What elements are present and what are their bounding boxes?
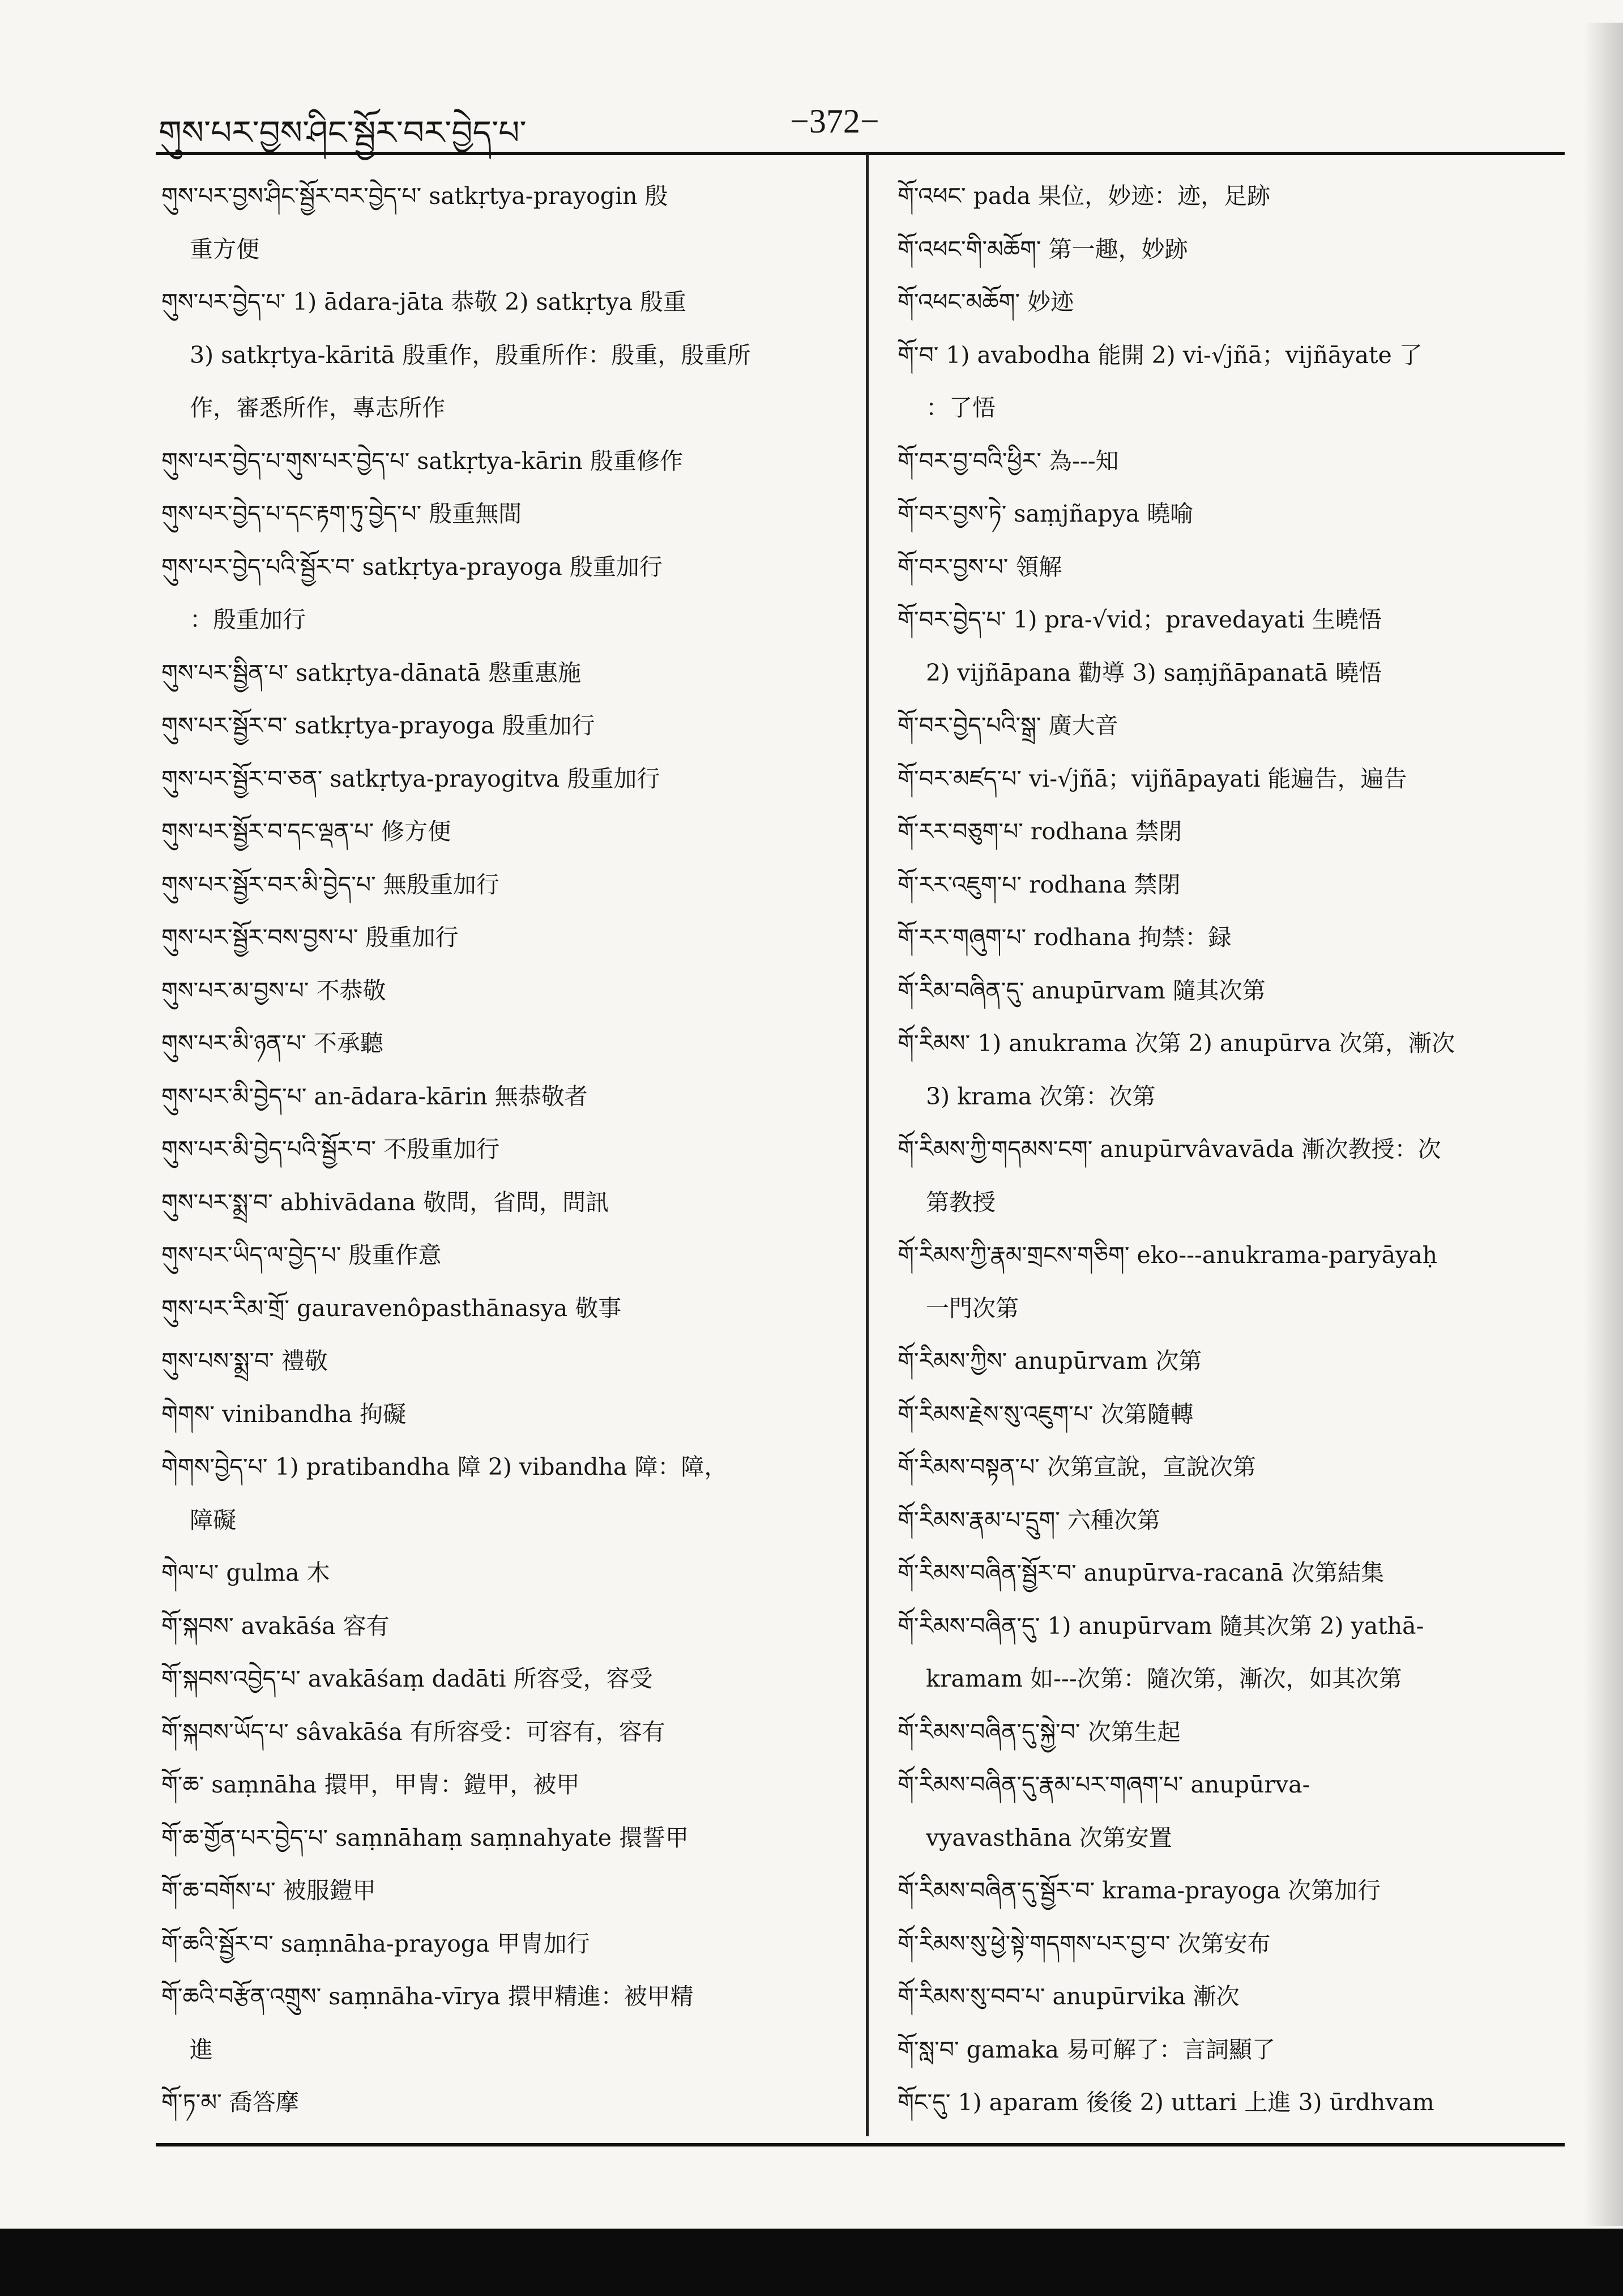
- entry-continuation-line: 進: [190, 2035, 213, 2063]
- entry-continuation-line: 重方便: [190, 235, 259, 263]
- entry-continuation-line: vyavasthāna 次第安置: [926, 1824, 1172, 1851]
- dictionary-entry-line: གུས་པར་སྨྲ་བ་ abhivādana 敬問，省問，問訊: [161, 1188, 609, 1216]
- dictionary-entry-line: གོ་རིམས་ཀྱི་གདམས་ངག་ anupūrvâvavāda 漸次教授：次: [898, 1136, 1441, 1163]
- dictionary-entry-line: གོ་རར་བཅུག་པ་ rodhana 禁閉: [898, 818, 1182, 845]
- dictionary-entry-line: གོ་སླ་བ་ gamaka 易可解了：言詞顯了: [898, 2035, 1276, 2063]
- entry-continuation-line: 3) krama 次第：次第: [926, 1082, 1156, 1110]
- dictionary-entry-line: གོ་རིམས་བཞིན་དུ་སྦྱོར་བ་ krama-prayoga 次第加行: [898, 1877, 1381, 1904]
- dictionary-entry-line: གོ་རིམས་བསྟན་པ་ 次第宣說，宣說次第: [898, 1453, 1256, 1480]
- dictionary-entry-line: གུས་པར་མི་བྱེད་པ་ an-ādara-kārin 無恭敬者: [161, 1082, 588, 1110]
- page-edge-shadow: [1583, 23, 1623, 2226]
- dictionary-entry-line: གུས་པར་བྱས་ཤིང་སྦྱོར་བར་བྱེད་པ་ satkṛtya-prayogin 殷: [161, 182, 668, 210]
- dictionary-entry-line: གོ་རར་འཇུག་པ་ rodhana 禁閉: [898, 870, 1181, 898]
- entry-continuation-line: 第教授: [926, 1188, 996, 1216]
- header-rule: [156, 152, 1565, 155]
- dictionary-entry-line: གོ་ཏ་མ་ 喬答摩: [161, 2089, 299, 2116]
- dictionary-entry-line: གུས་པར་སྦྱོར་བས་བྱས་པ་ 殷重加行: [161, 924, 459, 951]
- entry-continuation-line: 障礙: [190, 1506, 236, 1534]
- dictionary-entry-line: གོ་སྐབས་ཡོད་པ་ sâvakāśa 有所容受：可容有，容有: [161, 1718, 665, 1746]
- dictionary-entry-line: གོ་ཆའི་བརྩོན་འགྲུས་ saṃnāha-vīrya 擐甲精進：被甲精: [161, 1983, 694, 2010]
- dictionary-entry-line: གུས་པར་མི་བྱེད་པའི་སྦྱོར་བ་ 不殷重加行: [161, 1136, 500, 1163]
- dictionary-entry-line: གོ་རར་གཞུག་པ་ rodhana 拘禁：録: [898, 924, 1232, 951]
- dictionary-entry-line: གུས་པར་སྦྱོར་བ་དང་ལྡན་པ་ 修方便: [161, 818, 451, 845]
- page-number: −372−: [790, 103, 879, 140]
- dictionary-entry-line: གུས་པར་བྱེད་པ་ 1) ādara-jāta 恭敬 2) satkṛtya 殷重: [161, 288, 687, 315]
- entry-continuation-line: ：了悟: [926, 394, 996, 421]
- entry-continuation-line: ：殷重加行: [190, 606, 306, 633]
- entry-continuation-line: 2) vijñāpana 勸導 3) saṃjñāpanatā 曉悟: [926, 659, 1382, 686]
- dictionary-entry-line: གུས་པར་སྦྱོར་བར་མི་བྱེད་པ་ 無殷重加行: [161, 870, 499, 898]
- running-header: གུས་པར་བྱས་ཤིང་སྦྱོར་བར་བྱེད་པ་: [159, 113, 527, 152]
- dictionary-entry-line: གོ་ཆ་བགོས་པ་ 被服鎧甲: [161, 1877, 376, 1904]
- dictionary-entry-line: གོ་སྐབས་ avakāśa 容有: [161, 1612, 390, 1640]
- dictionary-entry-line: གོ་རིམས་བཞིན་སྦྱོར་བ་ anupūrva-racanā 次第結集: [898, 1559, 1385, 1586]
- dictionary-entry-line: གོ་བར་བྱས་པ་ 領解: [898, 553, 1062, 581]
- dictionary-entry-line: གོ་འཕང་ pada 果位，妙迹：迹，足跡: [898, 182, 1271, 210]
- dictionary-entry-line: གོང་དུ་ 1) aparam 後後 2) uttari 上進 3) ūrdhvam: [898, 2089, 1434, 2116]
- entry-continuation-line: 一門次第: [926, 1294, 1019, 1322]
- dictionary-entry-line: གོ་རིམ་བཞིན་དུ་ anupūrvam 隨其次第: [898, 976, 1266, 1004]
- dictionary-entry-line: གོ་རིམས་སུ་ཕྱེ་སྟེ་གདགས་པར་བྱ་བ་ 次第安布: [898, 1930, 1271, 1957]
- footer-rule: [156, 2143, 1565, 2146]
- entry-continuation-line: 作，審悉所作，專志所作: [190, 394, 445, 421]
- scan-edge-band: [0, 2229, 1623, 2296]
- dictionary-entry-line: གུས་པར་སྦྱིན་པ་ satkṛtya-dānatā 慇重惠施: [161, 659, 581, 686]
- dictionary-entry-line: གོ་རིམས་ 1) anukrama 次第 2) anupūrva 次第，漸次: [898, 1030, 1455, 1057]
- dictionary-entry-line: གུས་པས་སྨྲ་བ་ 禮敬: [161, 1347, 328, 1375]
- dictionary-entry-line: གོ་བར་བྱེད་པ་ 1) pra-√vid；pravedayati 生曉悟: [898, 606, 1382, 633]
- dictionary-entry-line: གུས་པར་སྦྱོར་བ་ཅན་ satkṛtya-prayogitva 殷重加行: [161, 765, 660, 792]
- dictionary-entry-line: གོ་ཆའི་སྦྱོར་བ་ saṃnāha-prayoga 甲冑加行: [161, 1930, 590, 1957]
- dictionary-entry-line: གོ་རིམས་སུ་བབ་པ་ anupūrvika 漸次: [898, 1983, 1240, 2010]
- entry-continuation-line: kramam 如---次第：隨次第，漸次，如其次第: [926, 1665, 1402, 1692]
- dictionary-entry-line: གོ་ཆ་ saṃnāha 擐甲，甲冑：鎧甲，被甲: [161, 1771, 580, 1798]
- dictionary-entry-line: གུས་པར་བྱེད་པའི་སྦྱོར་བ་ satkṛtya-prayoga 殷重加行: [161, 553, 663, 581]
- dictionary-entry-line: གོ་བར་བྱས་ཏེ་ saṃjñapya 曉喻: [898, 500, 1194, 527]
- dictionary-entry-line: གོ་རིམས་ཀྱི་རྣམ་གྲངས་གཅིག་ eko---anukrama-paryāyaḥ: [898, 1241, 1438, 1269]
- entry-continuation-line: 3) satkṛtya-kāritā 殷重作，殷重所作：殷重，殷重所: [190, 341, 751, 369]
- dictionary-entry-line: གོ་རིམས་བཞིན་དུ་སྐྱེ་བ་ 次第生起: [898, 1718, 1181, 1746]
- dictionary-entry-line: གུས་པར་བྱེད་པ་དང་རྟག་ཏུ་བྱེད་པ་ 殷重無間: [161, 500, 522, 527]
- dictionary-entry-line: གེལ་པ་ gulma 木: [161, 1559, 330, 1586]
- left-column: [161, 170, 824, 2129]
- dictionary-entry-line: གུས་པར་མ་བྱས་པ་ 不恭敬: [161, 976, 386, 1004]
- dictionary-entry-line: གེགས་བྱེད་པ་ 1) pratibandha 障 2) vibandha 障：障，: [161, 1453, 728, 1480]
- dictionary-entry-line: གོ་ཆ་གྱོན་པར་བྱེད་པ་ saṃnāhaṃ saṃnahyate 擐誓甲: [161, 1824, 689, 1851]
- dictionary-entry-line: གོ་འཕང་གི་མཆོག་ 第一趣，妙跡: [898, 235, 1188, 263]
- dictionary-entry-line: གོ་བར་བྱ་བའི་ཕྱིར་ 為---知: [898, 447, 1119, 475]
- column-divider: [866, 154, 869, 2136]
- dictionary-entry-line: གོ་རིམས་བཞིན་དུ་རྣམ་པར་གཞག་པ་ anupūrva-: [898, 1771, 1310, 1798]
- dictionary-entry-line: གོ་རིམས་རྗེས་སུ་འཇུག་པ་ 次第隨轉: [898, 1400, 1194, 1428]
- dictionary-entry-line: གོ་བར་བྱེད་པའི་སྒྲ་ 廣大音: [898, 712, 1118, 739]
- dictionary-entry-line: གུས་པར་ཡིད་ལ་བྱེད་པ་ 殷重作意: [161, 1241, 442, 1269]
- dictionary-entry-line: གོ་རིམས་བཞིན་དུ་ 1) anupūrvam 隨其次第 2) yathā-: [898, 1612, 1424, 1640]
- right-column: [898, 170, 1566, 2129]
- dictionary-entry-line: གོ་རིམས་ཀྱིས་ anupūrvam 次第: [898, 1347, 1202, 1375]
- dictionary-entry-line: གུས་པར་རིམ་གྲོ་ gauravenôpasthānasya 敬事: [161, 1294, 622, 1322]
- dictionary-entry-line: གོ་སྐབས་འབྱེད་པ་ avakāśaṃ dadāti 所容受，容受: [161, 1665, 653, 1692]
- dictionary-entry-line: གུས་པར་བྱེད་པ་གུས་པར་བྱེད་པ་ satkṛtya-kārin 殷重修作: [161, 447, 684, 475]
- dictionary-entry-line: གུས་པར་མི་ཉན་པ་ 不承聽: [161, 1030, 383, 1057]
- dictionary-entry-line: གོ་བར་མཛད་པ་ vi-√jñā；vijñāpayati 能遍告，遍告: [898, 765, 1407, 792]
- dictionary-entry-line: གུས་པར་སྦྱོར་བ་ satkṛtya-prayoga 殷重加行: [161, 712, 595, 739]
- dictionary-entry-line: གོ་རིམས་རྣམ་པ་དྲུག་ 六種次第: [898, 1506, 1160, 1534]
- dictionary-entry-line: གོ་འཕང་མཆོག་ 妙迹: [898, 288, 1074, 315]
- dictionary-entry-line: གེགས་ vinibandha 拘礙: [161, 1400, 407, 1428]
- dictionary-entry-line: གོ་བ་ 1) avabodha 能開 2) vi-√jñā；vijñāyate 了: [898, 341, 1423, 369]
